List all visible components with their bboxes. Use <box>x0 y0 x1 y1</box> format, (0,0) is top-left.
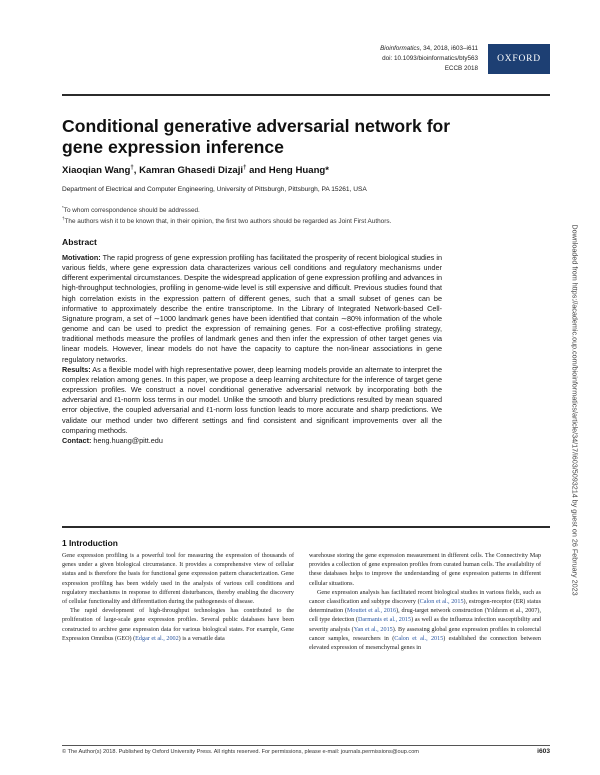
intro-paragraph-1: Gene expression profiling is a powerful tool for measuring the expression of thousands of genes under a given biological circumstance. It provides a comprehensive view of cellular status and is therefore the basis for functional gene expression pattern characterization. Gene expression profiling has been widely used in the analysis of various cell conditions and regulatory mechanisms in response to different disturbances, thereby enabling the discovery of cellular functionality and differentiation during the pathogenesis of disease. <box>62 553 294 606</box>
author-3: and Heng Huang* <box>246 165 330 177</box>
abstract-motivation <box>62 253 442 365</box>
author-1-mark: † <box>130 165 134 171</box>
oxford-logo: OXFORD <box>488 44 550 74</box>
intro-paragraph-4 <box>309 589 541 653</box>
journal-citation-block <box>380 44 478 74</box>
results-label: Results: <box>62 364 91 374</box>
corresponding-note <box>62 205 200 214</box>
intro-p4-text-a: Gene expression analysis has facilitated recent biological studies in various fields, such as cancer classification and subtype discovery ( <box>309 589 541 606</box>
intro-p4-text-f: ) established the connection between elevated expression of mesenchymal genes in <box>309 635 541 652</box>
citation-link-mouttet[interactable]: Mouttet et al., 2016 <box>346 608 397 615</box>
intro-p4-text-c: ), drug-target network construction (Yıldırım et al., 2007), cell type detection ( <box>309 608 541 624</box>
intro-p4-text-b: ), estrogen-receptor (ER) status determination ( <box>309 599 541 615</box>
citation-link-darmanis[interactable]: Darmanis et al., 2015 <box>357 617 412 624</box>
download-notice[interactable]: Downloaded from https://academic.oup.com/bioinformatics/article/34/17/i603/5093214 by guest on 26 February 2023 <box>570 224 580 596</box>
doi-link[interactable]: doi: 10.1093/bioinformatics/bty563 <box>382 55 478 62</box>
intro-paragraph-3: warehouse storing the gene expression measurement in different cells. The Connectivity Map provides a collection of gene expression profiles from curated human cells. The availability of these databases helps to improve the understanding of gene expression patterns in different cellular situations. <box>309 553 541 587</box>
citation-link-yan[interactable]: Yan et al., 2015 <box>353 626 393 633</box>
abstract-body <box>62 253 442 446</box>
results-text: As a flexible model with high representative power, deep learning models provide an alternate to interpret the complex relation among genes. In this paper, we propose a deep learning architecture for the inference of target gene expression profiles. We construct a novel conditional generative adversarial network by incorporating both the adversarial and ℓ1-norm loss terms in our model. Unlike the smooth and blurry predictions resulted by mean squared error objective, the coupled adversarial and ℓ1-norm loss function leads to more accurate and sharp predictions. We validate our method under two different settings and find consistent and significant improvements over all the comparing methods. <box>62 364 442 435</box>
author-2: , Kamran Ghasedi Dizaji <box>133 165 244 177</box>
abstract-results <box>62 365 442 436</box>
footer-divider <box>62 745 550 746</box>
intro-paragraph-2 <box>62 607 294 644</box>
equal-mark: † <box>62 216 65 221</box>
header-divider <box>62 94 550 96</box>
intro-p4-text-d: ) as well as the influenza infection susceptibility and severity analysis ( <box>309 617 541 633</box>
section-heading-introduction: 1 Introduction <box>62 538 118 548</box>
affiliation: Department of Electrical and Computer Engineering, University of Pittsburgh, Pittsburgh, PA 15261, USA <box>62 186 367 193</box>
body-column-left <box>62 552 294 644</box>
venue-label: ECCB 2018 <box>444 65 478 72</box>
abstract-heading: Abstract <box>62 237 97 247</box>
author-list <box>62 165 329 176</box>
author-2-mark: † <box>243 165 247 171</box>
volume-pages: , 34, 2018, i603–i611 <box>419 45 478 52</box>
intro-p2-text-b: ) is a versatile data <box>178 635 225 642</box>
equal-text: The authors wish it to be known that, in their opinion, the first two authors should be regarded as Joint First Authors. <box>64 218 392 226</box>
citation-link-calon-2[interactable]: Calon et al., 2015 <box>394 635 444 642</box>
journal-name: Bioinformatics <box>380 45 420 52</box>
page-number: i603 <box>537 748 550 755</box>
contact-email[interactable]: heng.huang@pitt.edu <box>91 435 163 445</box>
intro-p2-text-a: The rapid development of high-throughput technologies has contributed to the proliferation of large-scale gene expression profiles. Several public databases have been constructed to archive gene expression data for various biological states. For example, Gene Expression Omnibus (GEO) ( <box>62 608 294 642</box>
author-1: Xiaoqian Wang <box>62 165 131 177</box>
body-column-right <box>309 552 541 653</box>
copyright-notice: © The Author(s) 2018. Published by Oxford University Press. All rights reserved. For permissions, please e-mail: journals.permissions@oup.com <box>62 749 419 755</box>
citation-link-edgar[interactable]: Edgar et al., 2002 <box>135 635 179 642</box>
paper-title: Conditional generative adversarial network for gene expression inference <box>62 116 451 157</box>
contact-label: Contact: <box>62 435 92 445</box>
intro-p4-text-e: ). By assessing global gene expression profiles in colorectal cancer samples, researchers in ( <box>309 626 542 642</box>
motivation-text: The rapid progress of gene expression profiling has facilitated the prosperity of recent biological studies in various fields, where gene expression data characterizes various cell conditions and regulatory mechanisms under different experimental circumstances. Despite the widespread application of gene expression profiling and advances in high-throughput technologies, profiling in genome-wide level is still expensive and difficult. Previous studies found that high correlation exists in the expression pattern of different genes, such that a small subset of genes can be informative to approximately describe the entire transcriptome. In the Library of Integrated Network-based Cell-Signature program, a set of ∼1000 landmark genes have been identified that contain ∼80% information of the whole genome and can be used to predict the expression of remaining genes. For a cost-effective profiling strategy, traditional methods measure the profiles of landmark genes and then infer the expression of other target genes via linear models. However, linear models do not have the capacity to capture the non-linear associations in gene regulatory networks. <box>62 253 442 364</box>
citation-link-calon-1[interactable]: Calon et al., 2015 <box>419 599 464 606</box>
abstract-divider <box>62 526 550 528</box>
download-notice-margin <box>568 200 582 620</box>
corresponding-text: To whom correspondence should be addressed. <box>63 207 200 215</box>
corresponding-mark: * <box>62 205 64 210</box>
motivation-label: Motivation: <box>62 253 101 262</box>
equal-contribution-note <box>62 216 391 225</box>
abstract-contact <box>62 436 442 446</box>
